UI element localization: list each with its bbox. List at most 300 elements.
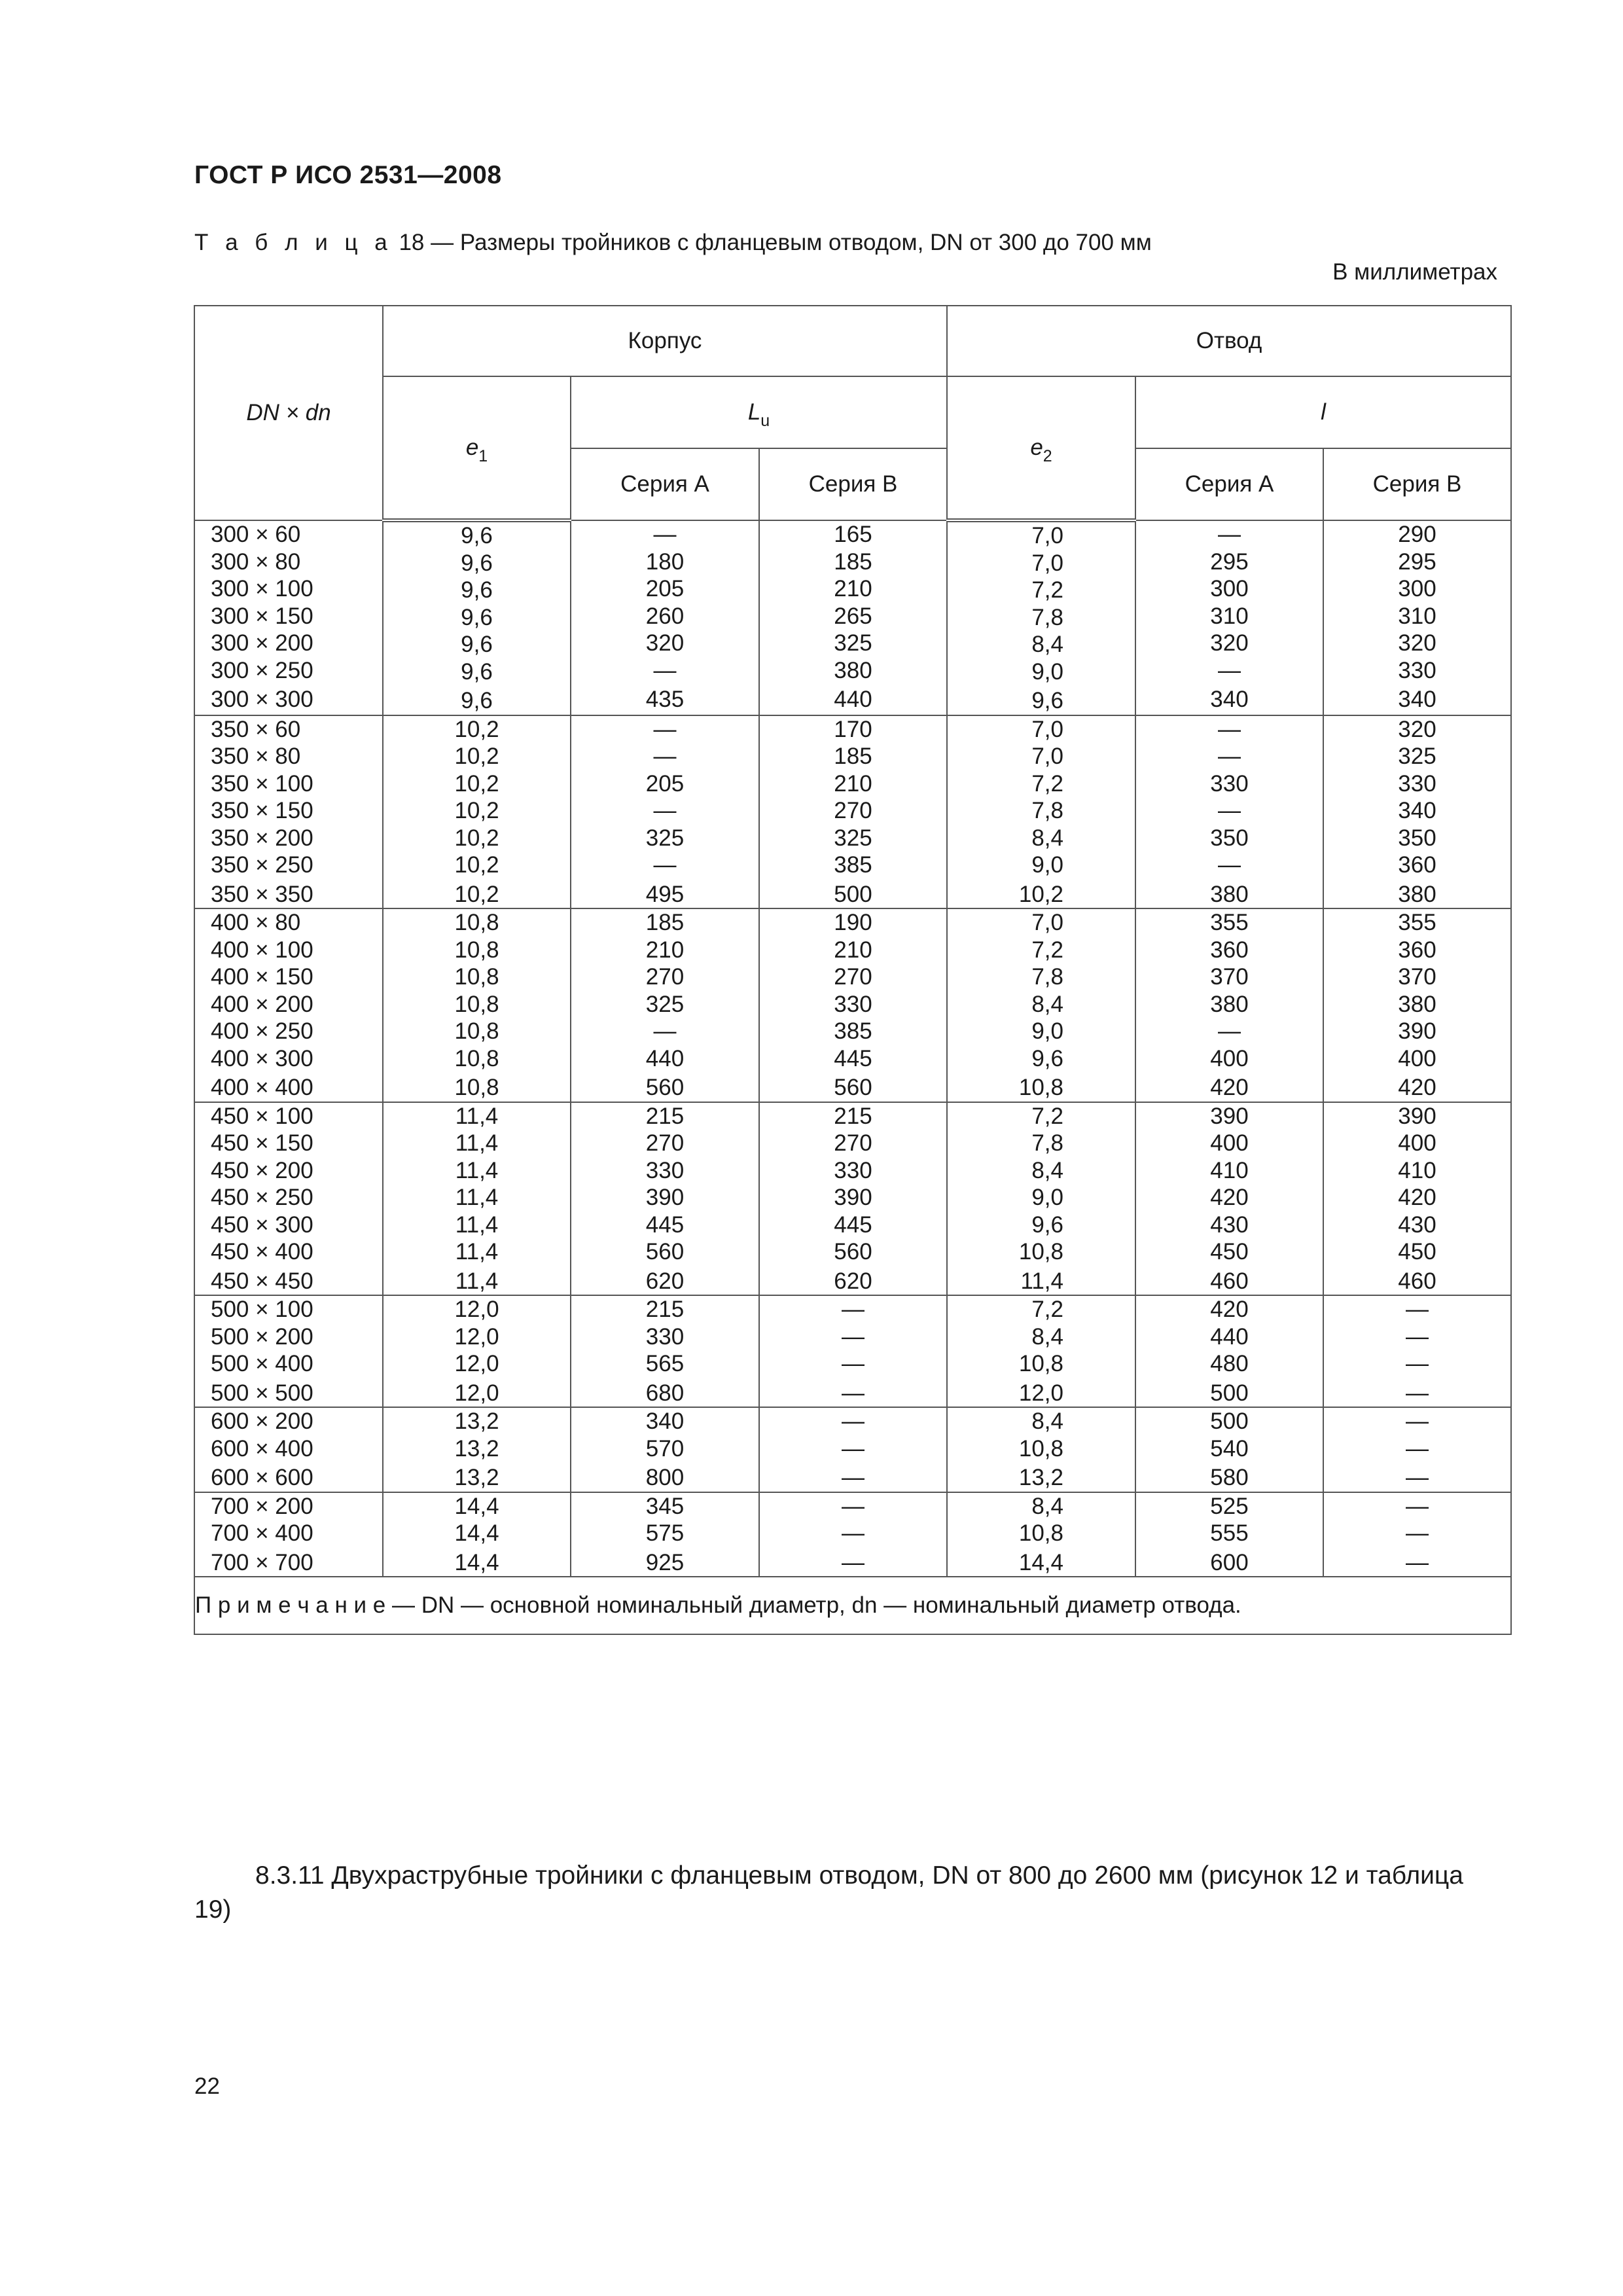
cell-value: 320 [1398,716,1436,742]
cell-lu-b [759,520,947,715]
cell-value: — [842,1549,865,1575]
cell-value: 565 [645,1351,685,1376]
cell-value: — [1406,1549,1429,1575]
header-e2 [947,376,1135,520]
cell-value: 13,2 [454,1435,499,1462]
cell-value: 380 [1398,991,1436,1017]
cell-value: 11,4 [455,1157,499,1183]
cell-value: 410 [1210,1157,1249,1183]
header-e1 [383,376,571,520]
cell-value: 320 [1210,630,1249,656]
cell-value: 600 × 400 [211,1435,313,1462]
cell-value: 310 [1210,603,1249,629]
cell-value: — [1218,716,1241,742]
cell-value: 450 × 450 [211,1268,313,1294]
cell-value: 500 [1210,1380,1249,1406]
cell-value: 205 [645,770,685,797]
cell-lu-b [759,1295,947,1407]
cell-value: 500 × 400 [211,1351,313,1376]
cell-value: 7,0 [1031,523,1063,548]
cell-value: 265 [834,603,872,629]
cell-value: 7,2 [1031,770,1063,797]
cell-l-a [1135,1492,1323,1577]
cell-value: 400 [1398,1045,1436,1071]
cell-value: — [653,852,677,878]
cell-value: 540 [1210,1435,1249,1462]
cell-e1 [383,1295,571,1407]
cell-value: 400 × 250 [211,1018,313,1044]
cell-value: 370 [1398,964,1436,990]
cell-value: — [842,1408,865,1434]
cell-value: — [842,1465,865,1490]
cell-value: 12,0 [454,1323,499,1350]
cell-value: 400 × 300 [211,1045,313,1071]
cell-value: 14,4 [1018,1549,1063,1575]
cell-value: 445 [834,1211,872,1238]
cell-value: — [1406,1323,1429,1350]
cell-dn [194,715,383,909]
cell-value: 370 [1210,964,1249,990]
header-lu-symbol: L [747,399,761,425]
cell-value: 500 × 500 [211,1380,313,1406]
cell-value: — [1218,1018,1241,1044]
cell-value: 165 [834,522,872,547]
cell-value: 11,4 [455,1239,499,1265]
cell-value: 400 × 200 [211,991,313,1017]
cell-lu-b [759,1102,947,1296]
cell-value: 9,6 [1031,1211,1063,1238]
cell-value: 420 [1210,1297,1249,1322]
cell-value: 400 × 80 [211,910,301,935]
cell-value: 400 × 150 [211,964,313,990]
table-row-group [194,1492,1511,1577]
cell-value: 700 × 200 [211,1493,313,1519]
cell-value: 400 × 400 [211,1075,313,1100]
section-paragraph: 8.3.11 Двухраструбные тройники с фланцевым отводом, DN от 800 до 2600 мм (рисунок 12 и таблица 19) [194,1861,1463,1924]
cell-value: 10,2 [454,798,499,823]
cell-value: 525 [1210,1493,1249,1519]
cell-value: 8,4 [1031,825,1063,851]
cell-value: 500 × 100 [211,1297,313,1322]
cell-value: 420 [1210,1185,1249,1210]
cell-value: 270 [834,798,872,823]
cell-value: 14,4 [454,1493,499,1519]
cell-value: 350 × 60 [211,716,301,742]
cell-value: 11,4 [1020,1268,1063,1294]
table-row-group [194,1407,1511,1492]
cell-value: 420 [1398,1075,1436,1100]
cell-e1 [383,715,571,909]
cell-value: 8,4 [1031,991,1063,1017]
cell-value: 9,6 [1031,1045,1063,1071]
cell-value: 7,2 [1031,937,1063,963]
cell-value: 185 [834,548,872,575]
cell-value: 10,8 [454,910,499,935]
cell-value: — [1218,522,1241,547]
cell-l-a [1135,1407,1323,1492]
cell-value: — [1406,1351,1429,1376]
cell-value: — [1218,744,1241,769]
cell-value: 10,2 [454,825,499,851]
cell-value: 8,4 [1031,1408,1063,1434]
cell-value: 350 × 200 [211,825,313,851]
header-e2-symbol: e [1030,435,1043,460]
cell-value: 380 [1398,881,1436,907]
cell-value: 330 [1398,770,1436,797]
cell-value: 350 [1210,825,1249,851]
cell-value: 620 [834,1268,872,1294]
cell-value: 325 [834,825,872,851]
cell-value: 560 [645,1239,685,1265]
cell-value: 10,8 [454,991,499,1017]
cell-lu-a [571,1407,759,1492]
page-number: 22 [194,2073,220,2099]
cell-lu-a [571,1295,759,1407]
cell-value: 450 [1398,1239,1436,1265]
cell-value: 7,2 [1031,577,1063,603]
cell-value: 9,6 [461,577,493,603]
cell-value: 310 [1398,603,1436,629]
cell-l-a [1135,1295,1323,1407]
cell-dn [194,1102,383,1296]
cell-value: 330 [834,1157,872,1183]
cell-value: — [1218,657,1241,683]
cell-value: — [1406,1435,1429,1462]
cell-value: — [1406,1520,1429,1546]
cell-value: — [1406,1408,1429,1434]
cell-value: 8,4 [1031,1323,1063,1350]
cell-value: 385 [834,852,872,878]
cell-value: 445 [834,1045,872,1071]
cell-value: 440 [834,687,872,712]
cell-value: 10,8 [1018,1435,1063,1462]
cell-value: 560 [645,1075,685,1100]
cell-dn [194,1407,383,1492]
cell-value: — [842,1297,865,1322]
cell-lu-b [759,1407,947,1492]
header-lu-series-a: Серия А [571,448,759,520]
cell-value: 9,6 [461,658,493,685]
cell-value: 360 [1398,852,1436,878]
cell-value: — [842,1435,865,1462]
cell-value: 390 [645,1185,685,1210]
cell-value: 295 [1398,548,1436,575]
cell-value: — [842,1380,865,1406]
cell-value: 295 [1210,548,1249,575]
cell-value: 300 [1398,576,1436,601]
cell-value: 600 [1210,1549,1249,1575]
cell-value: 380 [1210,881,1249,907]
cell-value: 8,4 [1031,1157,1063,1183]
cell-value: 7,8 [1031,1130,1063,1156]
cell-e2 [947,1102,1135,1296]
cell-value: 460 [1398,1268,1436,1294]
cell-value: 300 × 80 [211,548,301,575]
cell-value: — [653,522,677,547]
cell-value: 560 [834,1239,872,1265]
cell-l-a [1135,1102,1323,1296]
cell-value: 400 × 100 [211,937,313,963]
cell-value: 10,8 [1018,1239,1063,1265]
cell-value: 430 [1398,1211,1436,1238]
header-l-series-a: Серия А [1135,448,1323,520]
cell-value: 7,2 [1031,1297,1063,1322]
cell-value: 13,2 [1018,1465,1063,1490]
cell-value: 8,4 [1031,632,1063,657]
cell-value: 12,0 [454,1351,499,1376]
header-e1-symbol: e [465,435,479,460]
cell-value: 500 [834,881,872,907]
cell-value: 180 [645,548,685,575]
cell-e1 [383,1492,571,1577]
cell-value: 400 [1210,1130,1249,1156]
cell-value: 480 [1210,1351,1249,1376]
cell-value: 13,2 [454,1465,499,1490]
cell-l-b [1323,1102,1511,1296]
cell-value: 325 [1398,744,1436,769]
cell-value: 290 [1398,522,1436,547]
cell-l-b [1323,1295,1511,1407]
note-row [194,1577,1511,1634]
cell-value: 800 [645,1465,685,1490]
cell-value: 440 [645,1045,685,1071]
cell-value: 580 [1210,1465,1249,1490]
cell-value: 8,4 [1031,1493,1063,1519]
cell-value: 300 [1210,576,1249,601]
cell-value: 10,2 [454,744,499,769]
cell-value: 350 × 250 [211,852,313,878]
cell-value: 7,8 [1031,798,1063,823]
cell-dn [194,1492,383,1577]
cell-value: — [653,744,677,769]
units-label: В миллиметрах [1332,259,1497,285]
cell-value: 700 × 700 [211,1549,313,1575]
cell-value: 215 [834,1103,872,1129]
cell-value: 10,8 [454,964,499,990]
cell-value: 380 [834,657,872,683]
cell-value: 9,6 [461,632,493,657]
cell-value: 450 × 150 [211,1130,313,1156]
cell-l-b [1323,1407,1511,1492]
cell-lu-b [759,1492,947,1577]
cell-value: 300 × 250 [211,657,313,683]
cell-value: 350 × 350 [211,881,313,907]
cell-value: 12,0 [1018,1380,1063,1406]
cell-l-a [1135,908,1323,1102]
cell-value: 270 [645,964,685,990]
cell-value: 600 × 200 [211,1408,313,1434]
cell-value: — [1406,1465,1429,1490]
cell-value: 10,2 [1018,881,1063,907]
cell-value: 330 [1210,770,1249,797]
cell-value: 11,4 [455,1103,499,1129]
cell-dn [194,520,383,715]
cell-e2 [947,715,1135,909]
cell-value: 14,4 [454,1520,499,1546]
cell-value: 9,0 [1031,1185,1063,1210]
cell-value: 340 [1398,798,1436,823]
cell-value: 410 [1398,1157,1436,1183]
cell-value: 210 [834,937,872,963]
cell-value: 450 × 300 [211,1211,313,1238]
cell-value: 680 [645,1380,685,1406]
cell-value: 345 [645,1493,685,1519]
cell-value: 340 [645,1408,685,1434]
cell-value: 300 × 100 [211,576,313,601]
cell-value: 390 [1398,1018,1436,1044]
cell-value: 350 × 150 [211,798,313,823]
cell-lu-b [759,908,947,1102]
cell-value: 420 [1398,1185,1436,1210]
header-lu-sub: u [760,412,770,430]
cell-value: 10,8 [454,1045,499,1071]
cell-lu-a [571,908,759,1102]
cell-value: 10,2 [454,881,499,907]
cell-e2 [947,1492,1135,1577]
cell-l-a [1135,520,1323,715]
cell-value: 350 [1398,825,1436,851]
cell-value: 300 × 200 [211,630,313,656]
cell-value: 9,6 [461,523,493,548]
cell-value: 450 [1210,1239,1249,1265]
header-branch: Отвод [947,306,1511,376]
cell-value: 325 [645,991,685,1017]
cell-value: 325 [834,630,872,656]
cell-e2 [947,520,1135,715]
cell-value: 12,0 [454,1297,499,1322]
cell-lu-a [571,1492,759,1577]
cell-value: 390 [1398,1103,1436,1129]
cell-value: — [1406,1380,1429,1406]
cell-value: 355 [1210,910,1249,935]
cell-l-b [1323,1492,1511,1577]
table-caption [194,230,1152,256]
table-row-group [194,1102,1511,1296]
cell-value: 440 [1210,1323,1249,1350]
header-l-series-b: Серия В [1323,448,1511,520]
cell-value: 495 [645,881,685,907]
cell-l-b [1323,908,1511,1102]
cell-e2 [947,1407,1135,1492]
cell-value: 450 × 250 [211,1185,313,1210]
cell-l-b [1323,520,1511,715]
cell-value: 390 [1210,1103,1249,1129]
cell-value: 300 × 150 [211,603,313,629]
cell-value: 11,4 [455,1268,499,1294]
cell-value: 10,2 [454,716,499,742]
cell-value: 9,0 [1031,658,1063,685]
cell-value: 340 [1210,687,1249,712]
cell-value: 350 × 80 [211,744,301,769]
cell-value: — [842,1323,865,1350]
cell-value: — [653,716,677,742]
cell-lu-a [571,715,759,909]
cell-lu-b [759,715,947,909]
header-e2-sub: 2 [1043,447,1052,465]
cell-value: 9,6 [461,688,493,713]
cell-value: 450 × 200 [211,1157,313,1183]
cell-value: — [1406,1493,1429,1519]
cell-value: 445 [645,1211,685,1238]
cell-l-b [1323,715,1511,909]
cell-value: 185 [834,744,872,769]
cell-value: 9,6 [461,604,493,630]
cell-value: 10,8 [454,1018,499,1044]
cell-value: 7,0 [1031,550,1063,576]
cell-value: 12,0 [454,1380,499,1406]
cell-value: — [1218,852,1241,878]
cell-value: 340 [1398,687,1436,712]
cell-value: 400 [1398,1130,1436,1156]
cell-value: — [842,1520,865,1546]
cell-value: 14,4 [454,1549,499,1575]
cell-value: 320 [645,630,685,656]
cell-value: 7,2 [1031,1103,1063,1129]
cell-dn [194,1295,383,1407]
cell-value: 450 × 100 [211,1103,313,1129]
cell-value: 325 [645,825,685,851]
cell-value: 385 [834,1018,872,1044]
table-row-group [194,1295,1511,1407]
cell-value: 350 × 100 [211,770,313,797]
cell-value: 620 [645,1268,685,1294]
cell-e1 [383,520,571,715]
cell-value: 270 [834,964,872,990]
cell-value: 300 × 60 [211,522,301,547]
cell-value: 450 × 400 [211,1239,313,1265]
cell-value: 210 [834,576,872,601]
cell-value: 7,8 [1031,604,1063,630]
cell-value: 270 [834,1130,872,1156]
cell-value: 11,4 [455,1130,499,1156]
cell-value: 215 [645,1297,685,1322]
cell-value: 210 [645,937,685,963]
cell-e2 [947,908,1135,1102]
cell-value: 360 [1210,937,1249,963]
cell-value: 300 × 300 [211,687,313,712]
cell-value: 9,0 [1031,852,1063,878]
cell-value: 390 [834,1185,872,1210]
cell-value: 10,8 [454,937,499,963]
cell-value: 11,4 [455,1185,499,1210]
header-row-params [194,376,1511,448]
cell-value: 205 [645,576,685,601]
cell-value: 185 [645,910,685,935]
cell-value: 260 [645,603,685,629]
cell-value: 435 [645,687,685,712]
cell-value: 360 [1398,937,1436,963]
cell-value: 380 [1210,991,1249,1017]
header-body: Корпус [383,306,947,376]
header-lu-series-b: Серия В [759,448,947,520]
cell-value: 500 × 200 [211,1323,313,1350]
cell-value: 355 [1398,910,1436,935]
table-note: П р и м е ч а н и е — DN — основной номинальный диаметр, dn — номинальный диаметр отвода. [194,1577,1511,1634]
cell-value: — [842,1493,865,1519]
table-caption-text: 18 — Размеры тройников с фланцевым отводом, DN от 300 до 700 мм [399,230,1152,255]
cell-value: 430 [1210,1211,1249,1238]
cell-value: — [1406,1297,1429,1322]
cell-value: 570 [645,1435,685,1462]
cell-value: — [1218,798,1241,823]
cell-value: 560 [834,1075,872,1100]
cell-value: 10,2 [454,852,499,878]
document-id: ГОСТ Р ИСО 2531—2008 [194,161,502,189]
cell-value: 215 [645,1103,685,1129]
cell-value: 9,6 [461,550,493,576]
cell-value: 330 [645,1157,685,1183]
header-l [1135,376,1511,448]
